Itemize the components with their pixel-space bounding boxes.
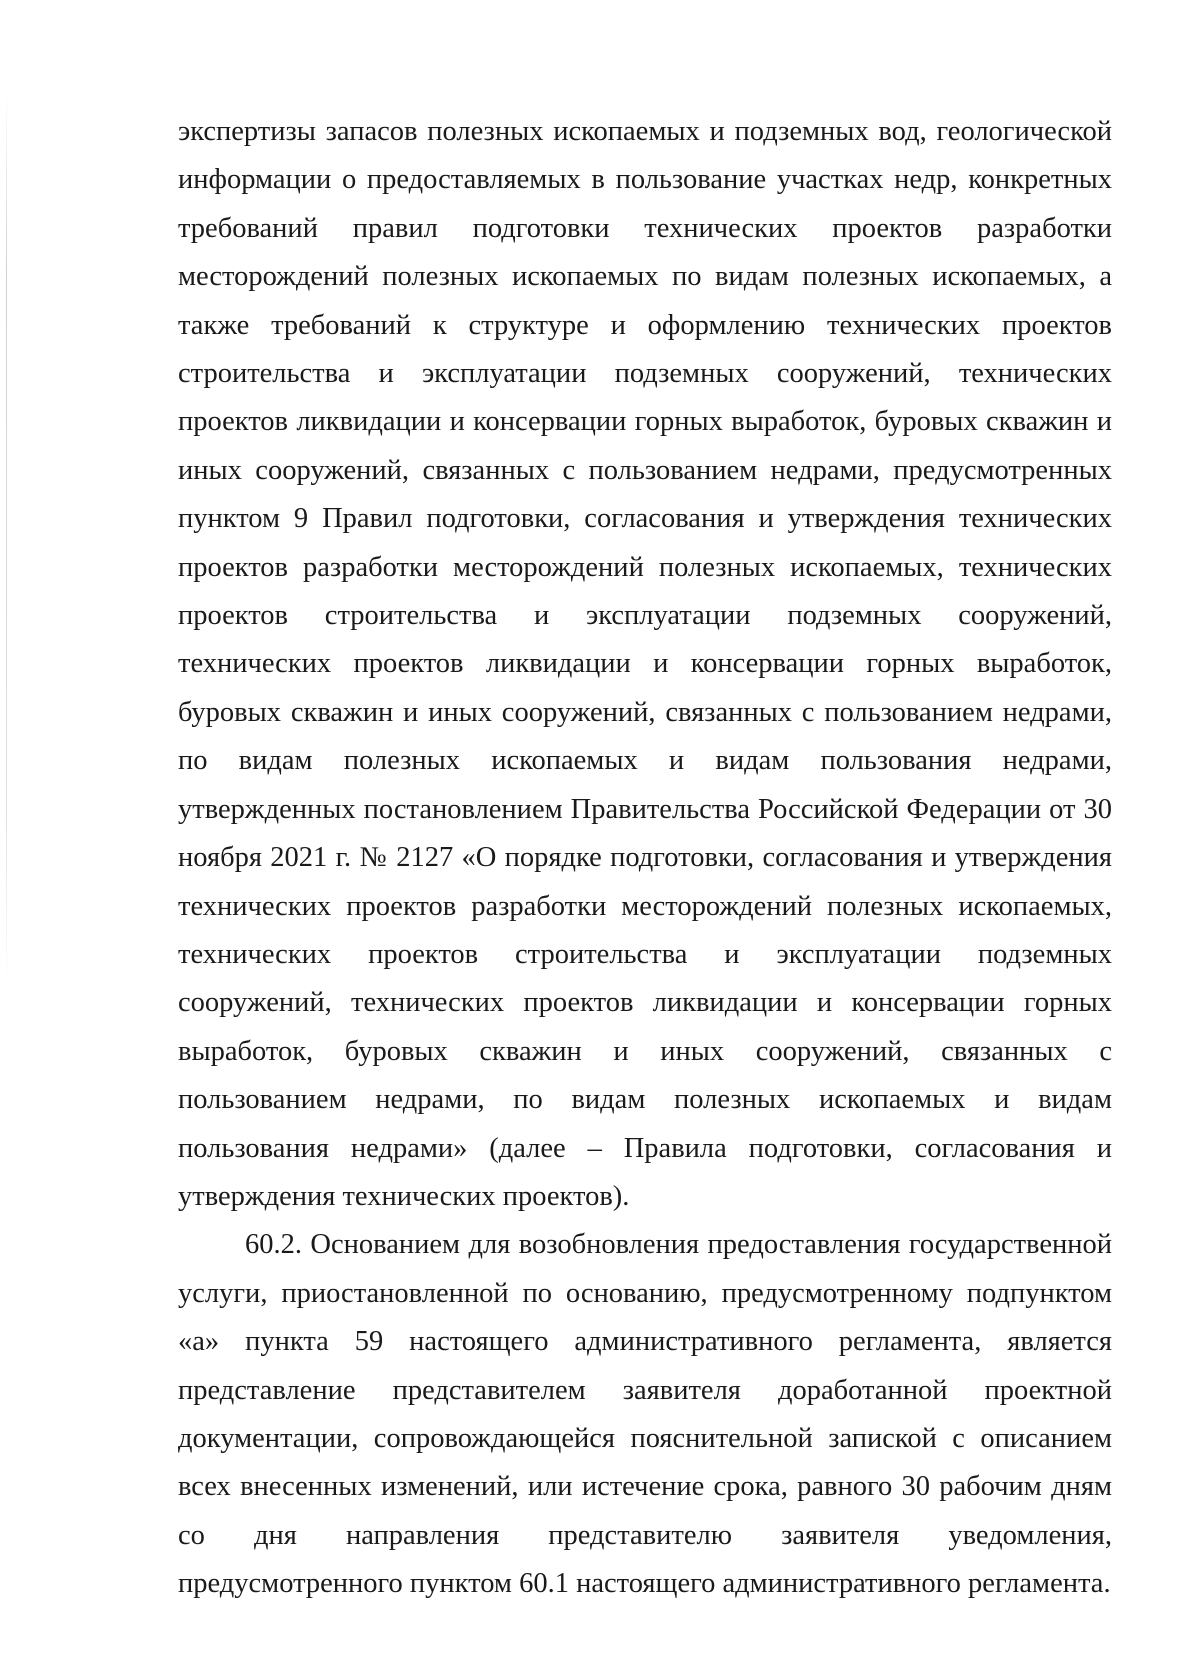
- document-page: [178, 108, 1112, 1609]
- scan-edge-artifact: [6, 90, 7, 990]
- paragraph-continuation: экспертизы запасов полезных ископаемых и подземных вод, геологической информации о предоставляемых в пользование участках недр, конкретных требований правил подготовки технических проектов разработки месторождений полезных ископаемых по видам полезных ископаемых, а также требований к структуре и оформлению технических проектов строительства и эксплуатации подземных сооружений, технических проектов ликвидации и консервации горных выработок, буровых скважин и иных сооружений, связанных с пользованием недрами, предусмотренных пунктом 9 Правил подготовки, согласования и утверждения технических проектов разработки месторождений полезных ископаемых, технических проектов строительства и эксплуатации подземных сооружений, технических проектов ликвидации и консервации горных выработок, буровых скважин и иных сооружений, связанных с пользованием недрами, по видам полезных ископаемых и видам пользования недрами, утвержденных постановлением Правительства Российской Федерации от 30 ноября 2021 г. № 2127 «О порядке подготовки, согласования и утверждения технических проектов разработки месторождений полезных ископаемых, технических проектов строительства и эксплуатации подземных сооружений, технических проектов ликвидации и консервации горных выработок, буровых скважин и иных сооружений, связанных с пользованием недрами, по видам полезных ископаемых и видам пользования недрами» (далее – Правила подготовки, согласования и утверждения технических проектов).: [178, 116, 1112, 1212]
- paragraph-clause-60-2: 60.2. Основанием для возобновления предоставления государственной услуги, приостановленной по основанию, предусмотренному подпунктом «а» пункта 59 настоящего административного регламента, является представление представителем заявителя доработанной проектной документации, сопровождающейся пояснительной запиской с описанием всех внесенных изменений, или истечение срока, равного 30 рабочим дням со дня направления представителю заявителя уведомления, предусмотренного пунктом 60.1 настоящего административного регламента.: [178, 1229, 1112, 1600]
